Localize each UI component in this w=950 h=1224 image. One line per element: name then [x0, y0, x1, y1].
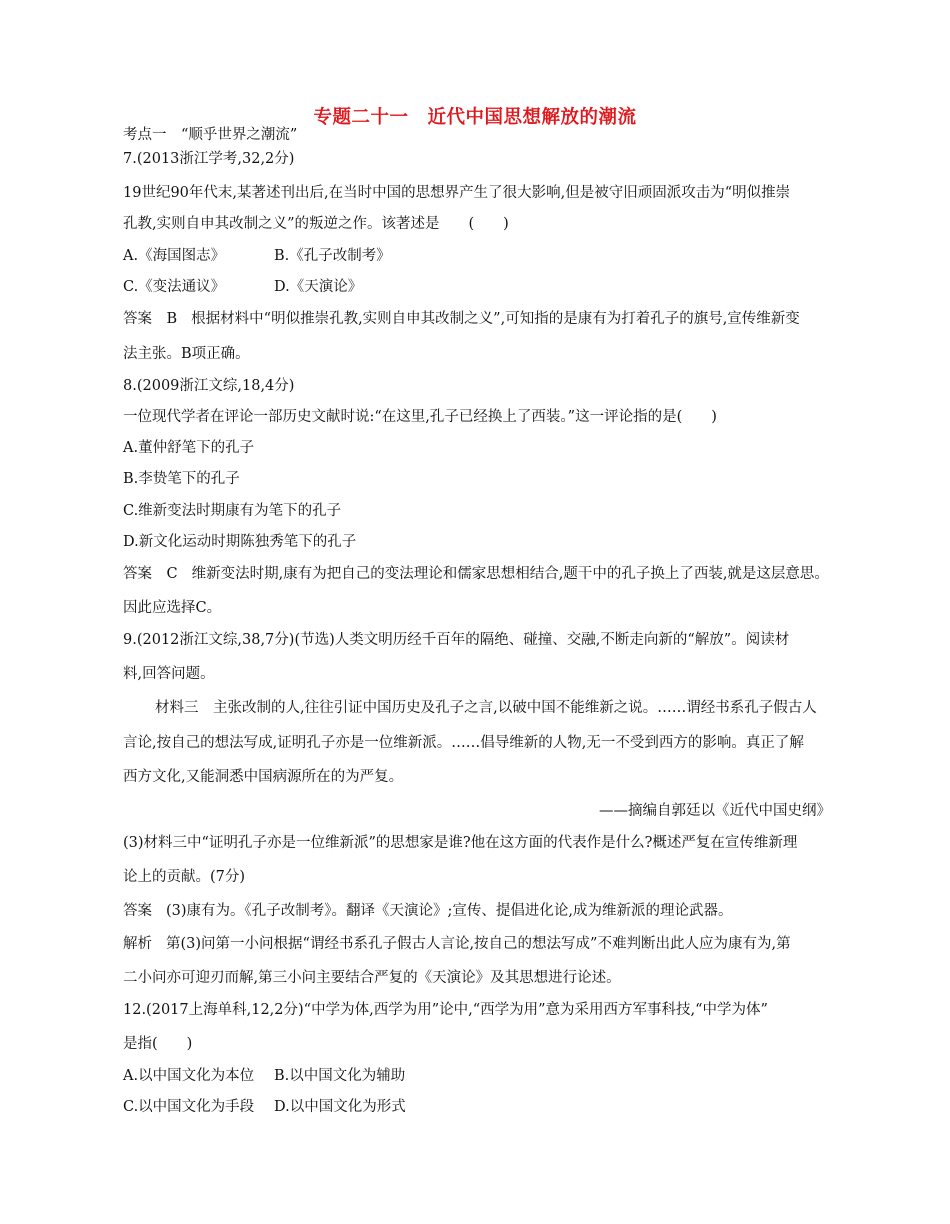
q12-stem-line2: 是指( ): [123, 1036, 193, 1052]
q9-subquestion-line2: 论上的贡献。(7分): [123, 869, 246, 885]
q9-subquestion-line1: (3)材料三中“证明孔子亦是一位维新派”的思想家是谁?他在这方面的代表作是什么?概述严复在宣传维新理: [123, 835, 798, 851]
q12-stem-line1: 12.(2017上海单科,12,2分)“中学为体,西学为用”论中,“西学为用”意为采用西方军事科技,“中学为体”: [123, 1002, 768, 1018]
q7-answer-line2: 法主张。B项正确。: [123, 346, 250, 362]
q7-stem-line2: 孔教,实则自申其改制之义”的叛逆之作。该著述是 ( ): [123, 216, 509, 232]
q9-analysis-line1: [123, 934, 791, 954]
q7-answer-label: 答案 B: [123, 311, 178, 327]
q9-answer: [123, 901, 733, 921]
page-title: 专题二十一 近代中国思想解放的潮流: [313, 107, 637, 128]
q8-source: 8.(2009浙江文综,18,4分): [123, 378, 295, 394]
q9-material-line3: 西方文化,又能洞悉中国病源所在的为严复。: [123, 769, 404, 785]
q9-analysis-label: 解析: [123, 936, 152, 952]
q9-material-line1: 材料三 主张改制的人,往往引证中国历史及孔子之言,以破中国不能维新之说。……谓经书系孔子假古人: [155, 700, 817, 716]
q8-answer-label: 答案 C: [123, 566, 178, 582]
q7-option-c: C.《变法通议》: [123, 279, 226, 295]
q8-option-b: B.李贽笔下的孔子: [123, 471, 240, 487]
q8-answer-text1: 维新变法时期,康有为把自己的变法理论和儒家思想相结合,题干中的孔子换上了西装,就是这层意思。: [191, 566, 829, 582]
q9-answer-text: (3)康有为。《孔子改制考》。翻译《天演论》;宣传、提倡进化论,成为维新派的理论武器。: [166, 903, 733, 919]
q12-option-c: C.以中国文化为手段: [123, 1099, 255, 1115]
q12-option-d: D.以中国文化为形式: [274, 1099, 406, 1115]
q9-analysis-text1: 第(3)问第一小问根据“谓经书系孔子假古人言论,按自己的想法写成”不难判断出此人应为康有为,第: [166, 936, 791, 952]
q8-option-c: C.维新变法时期康有为笔下的孔子: [123, 503, 342, 519]
q8-answer-line1: [123, 564, 829, 584]
q9-citation: ——摘编自郭廷以《近代中国史纲》: [599, 803, 831, 819]
q7-option-a: A.《海国图志》: [123, 248, 226, 264]
q12-option-a: A.以中国文化为本位: [123, 1068, 255, 1084]
q12-option-b: B.以中国文化为辅助: [274, 1068, 406, 1084]
q9-stem-line2: 料,回答问题。: [123, 666, 215, 682]
q9-answer-label: 答案: [123, 903, 152, 919]
topic-heading: 考点一 “顺乎世界之潮流”: [123, 127, 298, 143]
q7-answer-text1: 根据材料中“明似推崇孔教,实则自申其改制之义”,可知指的是康有为打着孔子的旗号,宣传维新变: [191, 311, 800, 327]
q8-option-d: D.新文化运动时期陈独秀笔下的孔子: [123, 534, 357, 550]
q9-analysis-line2: 二小问亦可迎刃而解,第三小问主要结合严复的《天演论》及其思想进行论述。: [123, 970, 621, 986]
q7-stem-line1: 19世纪90年代末,某著述刊出后,在当时中国的思想界产生了很大影响,但是被守旧顽固派攻击为“明似推崇: [123, 185, 791, 201]
q8-answer-line2: 因此应选择C。: [123, 600, 222, 616]
q7-source: 7.(2013浙江学考,32,2分): [123, 151, 295, 167]
q9-material-line2: 言论,按自己的想法写成,证明孔子亦是一位维新派。……倡导维新的人物,无一不受到西方的影响。真正了解: [123, 735, 804, 751]
q9-stem-line1: 9.(2012浙江文综,38,7分)(节选)人类文明历经千百年的隔绝、碰撞、交融,不断走向新的“解放”。阅读材: [123, 632, 790, 648]
q8-stem: 一位现代学者在评论一部历史文献时说:“在这里,孔子已经换上了西装。”这一评论指的是( ): [123, 409, 717, 425]
q8-option-a: A.董仲舒笔下的孔子: [123, 440, 255, 456]
q7-option-b: B.《孔子改制考》: [274, 248, 391, 264]
q7-answer-line1: [123, 309, 800, 329]
q7-option-d: D.《天演论》: [274, 279, 363, 295]
